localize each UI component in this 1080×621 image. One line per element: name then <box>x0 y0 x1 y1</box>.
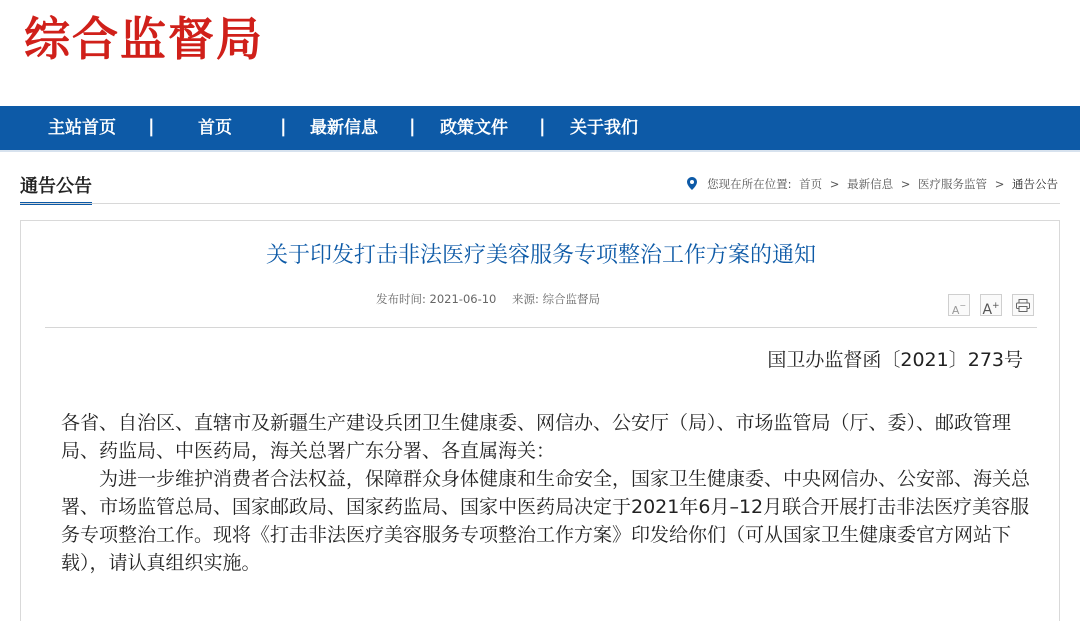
article-title: 关于印发打击非法医疗美容服务专项整治工作方案的通知 <box>265 243 816 268</box>
location-pin-icon <box>687 177 697 190</box>
main-nav <box>0 106 1080 152</box>
source-label: 来源: <box>512 292 539 306</box>
breadcrumb-prefix: 您现在所在位置: <box>707 177 792 191</box>
nav-item-about-us[interactable]: 关于我们 <box>570 118 638 138</box>
body-paragraph: 为进一步维护消费者合法权益，保障群众身体健康和生命安全，国家卫生健康委、中央网信办、公安部、海关总署、市场监管总局、国家邮政局、国家药监局、国家中医药局决定于2021年6月–12月联合开展打击非法医疗美容服务专项整治工作。现将《打击非法医疗美容服务专项整治工作方案》印发给你们（可从国家卫生健康委官方网站下载），请认真组织实施。 <box>61 468 1031 574</box>
breadcrumb-separator: > <box>829 177 840 191</box>
nav-item-policy-documents[interactable]: 政策文件 <box>440 118 508 138</box>
document-number: 国卫办监督函〔2021〕273号 <box>767 349 1023 371</box>
publish-date-label: 发布时间: <box>376 292 426 306</box>
print-button[interactable] <box>1012 294 1034 316</box>
nav-separator: | <box>409 116 416 137</box>
breadcrumb-item-home[interactable]: 首页 <box>799 177 823 191</box>
font-decrease-button[interactable]: A− <box>948 294 970 316</box>
section-title: 通告公告 <box>20 176 92 205</box>
article-meta <box>376 291 600 307</box>
font-decrease-label: A <box>951 304 960 317</box>
article-body <box>61 409 1033 577</box>
nav-separator: | <box>148 116 155 137</box>
font-increase-label: A <box>982 302 993 318</box>
site-logo[interactable]: 综合监督局 <box>24 12 264 66</box>
breadcrumb-item-medical-supervision[interactable]: 医疗服务监管 <box>918 177 988 191</box>
publish-date: 2021-06-10 <box>429 292 497 306</box>
breadcrumb <box>687 176 1060 192</box>
source-value: 综合监督局 <box>542 292 601 306</box>
site-header <box>0 0 1080 106</box>
nav-item-home[interactable]: 首页 <box>198 118 232 138</box>
section-divider <box>20 203 1060 204</box>
breadcrumb-item-notices[interactable]: 通告公告 <box>1012 177 1058 191</box>
breadcrumb-separator: > <box>900 177 911 191</box>
printer-icon <box>1016 299 1030 312</box>
addressee-paragraph: 各省、自治区、直辖市及新疆生产建设兵团卫生健康委、网信办、公安厅（局）、市场监管局（厅、委）、邮政管理局、药监局、中医药局，海关总署广东分署、各直属海关： <box>61 412 1012 462</box>
nav-item-main-home[interactable]: 主站首页 <box>48 118 116 138</box>
meta-divider <box>45 327 1037 328</box>
breadcrumb-item-latest-news[interactable]: 最新信息 <box>847 177 894 191</box>
breadcrumb-separator: > <box>994 177 1005 191</box>
nav-item-latest-news[interactable]: 最新信息 <box>310 118 378 138</box>
nav-separator: | <box>280 116 287 137</box>
article-card <box>20 220 1060 621</box>
nav-separator: | <box>539 116 546 137</box>
font-increase-button[interactable]: A+ <box>980 294 1002 316</box>
